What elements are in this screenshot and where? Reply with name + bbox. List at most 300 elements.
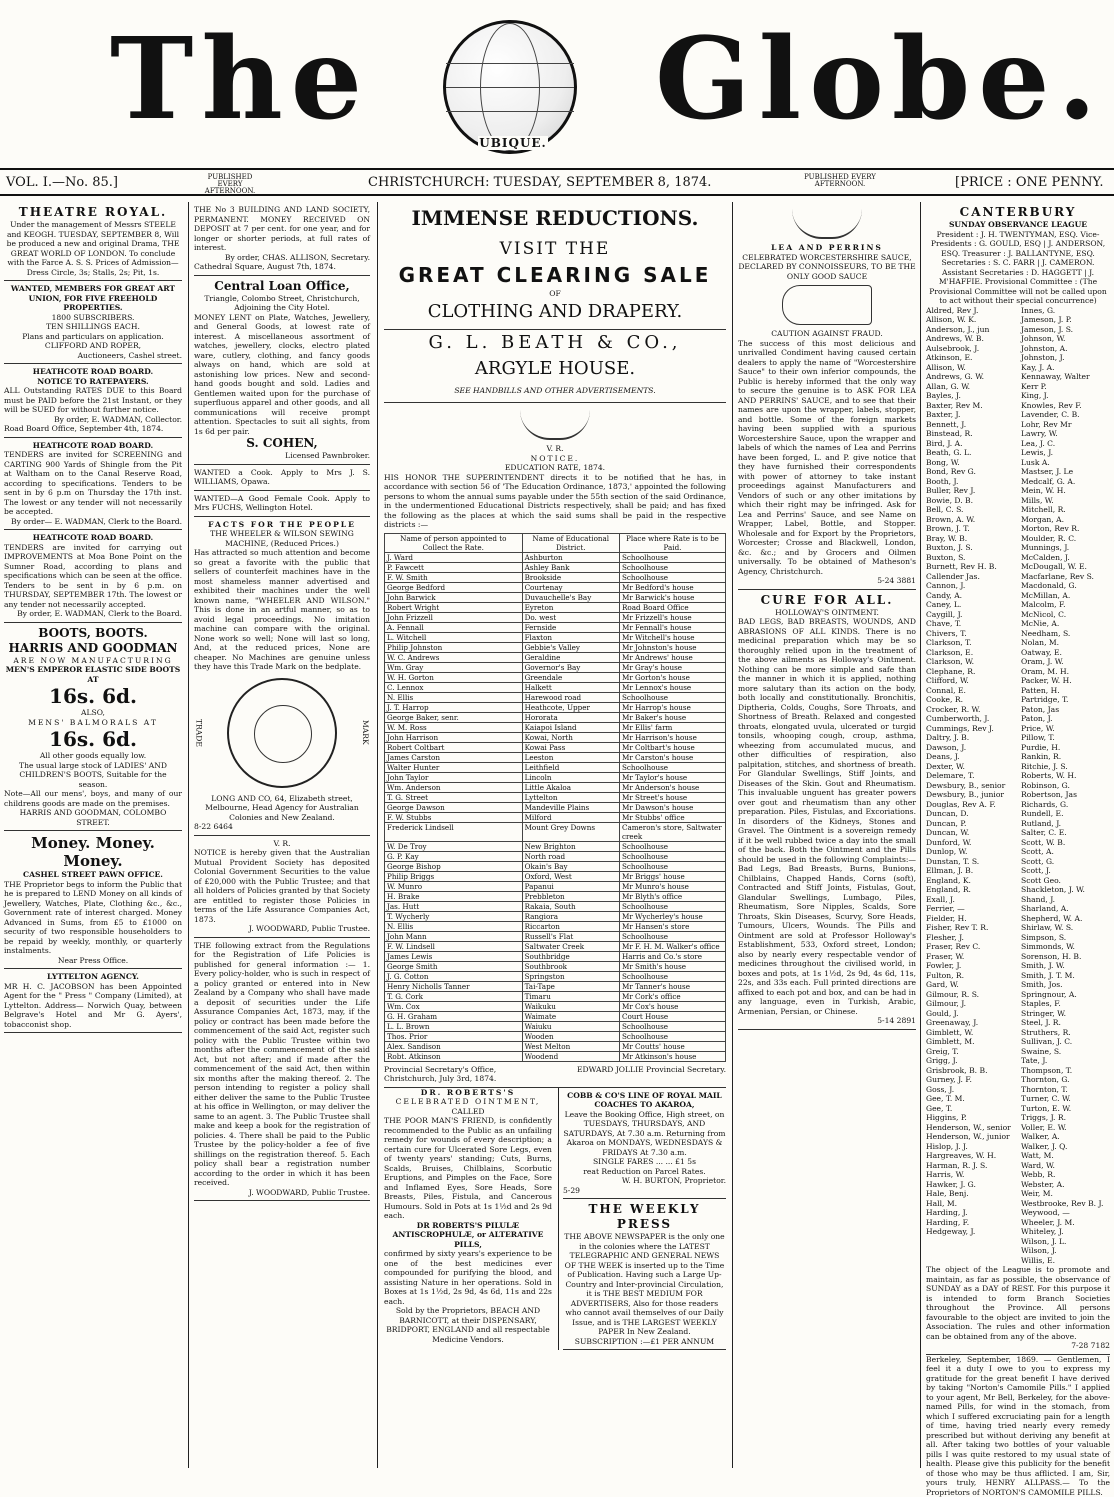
committee-name: McNie, A. xyxy=(1021,619,1110,629)
table-row xyxy=(385,951,726,961)
committee-name: Patten, H. xyxy=(1021,686,1110,696)
committee-name: Needham, S. xyxy=(1021,629,1110,639)
table-row xyxy=(385,602,726,612)
ad-body: confirmed by sixty years's experience to be one of the best medicines ever compounded for purifying the blood, and assisting Nature in her operations. Sold in Boxes at 1s 1½d, 2s 9d, 4s 6d, 11s and 22s each. xyxy=(384,1249,552,1306)
ad-title: CURE FOR ALL. xyxy=(738,593,916,608)
clearing-sale-ad xyxy=(384,202,726,403)
table-cell: W. De Troy xyxy=(385,841,523,851)
table-row xyxy=(385,921,726,931)
committee-name: Callender Jas. xyxy=(926,572,1015,582)
table-cell: Flaxton xyxy=(522,632,619,642)
masthead-motto: UBIQUE. xyxy=(478,136,548,150)
ad-body: Leave the Booking Office, High street, on TUESDAYS, THURSDAYS, AND SATURDAYS, At 7.30 a.m. Returning from Akaroa on MONDAYS, WEDNESDAYS & FRIDAYS At 7.30 a.m. xyxy=(563,1110,726,1158)
committee-name: Shirlaw, W. S. xyxy=(1021,923,1110,933)
table-cell: Waiuku xyxy=(522,1021,619,1031)
table-cell: Schoolhouse xyxy=(619,851,725,861)
table-cell: George Baker, senr. xyxy=(385,712,523,722)
ad-body: Has attracted so much attention and become so great a favorite with the public that sellers of counterfeit machines have in the most shameless manner advertised and exhibited their machines under the well known name, "WHEELER AND WILSON." This is done in an artful manner, so as to avoid legal proceedings. No imitation machine can compare with the original. None work so well; None will last so long, And, at the reduced prices, None are cheaper. No Machines are genuine unless they have this Trade Mark on the bedplate. xyxy=(194,548,370,672)
committee-name: Bayles, J. xyxy=(926,391,1015,401)
committee-name: Tate, J. xyxy=(1021,1056,1110,1066)
table-row xyxy=(385,881,726,891)
lea-perrins-ad xyxy=(738,202,916,590)
table-cell: Southbridge xyxy=(522,951,619,961)
committee-name: Scott, W. B. xyxy=(1021,838,1110,848)
ad-number: 5-24 3881 xyxy=(738,576,916,586)
committee-name: Connal, E. xyxy=(926,686,1015,696)
committee-name: Buxton, J. S. xyxy=(926,543,1015,553)
volume-number: VOL. I.—No. 85.] xyxy=(6,175,118,190)
table-row xyxy=(385,891,726,901)
committee-name: Walker, J. Q. xyxy=(1021,1142,1110,1152)
committee-name: Turner, C. W. xyxy=(1021,1094,1110,1104)
committee-name: Mills, W. xyxy=(1021,496,1110,506)
notice-sign: EDWARD JOLLIE Provincial Secretary. xyxy=(562,1065,726,1084)
committee-name: Cumberworth, J. xyxy=(926,714,1015,724)
table-cell: G. H. Graham xyxy=(385,1011,523,1021)
table-cell: Schoolhouse xyxy=(619,552,725,562)
boots-line: All other goods equally low. xyxy=(4,751,182,761)
committee-name: Gurney, J. F. xyxy=(926,1075,1015,1085)
table-cell: Road Board Office xyxy=(619,602,725,612)
table-cell: Eyreton xyxy=(522,602,619,612)
committee-name: Allan, G. W. xyxy=(926,382,1015,392)
committee-name: Booth, J. xyxy=(926,477,1015,487)
committee-name: Harris, W. xyxy=(926,1170,1015,1180)
committee-name: Atkinson, E. xyxy=(926,353,1015,363)
ad-sign: W. H. BURTON, Proprietor. xyxy=(563,1176,726,1186)
table-row xyxy=(385,812,726,822)
committee-name: Deans, J. xyxy=(926,752,1015,762)
ad-body: The success of this most delicious and unrivalled Condiment having caused certain dealers to apply the name of "Worcestershire Sauce" to their own inferior compounds, the Public is hereby informed that the only way to secure the genuine is to ASK FOR LEA AND PERRINS' SAUCE, and to see that their names are upon the wrapper, labels, stopper, and bottle. Some of the foreign markets having been supplied with a spurious Worcestershire Sauce, upon the wrapper and labels of which the names of Lea and Perrins have been forged, L. and P. give notice that they have furnished their correspondents with power of attorney to take instant proceedings against Manufacturers and Vendors of such or any other imitations by which their right may be infringed. Ask for Lea and Perrins' Sauce, and see Name on Wrapper, Label, Bottle, and Stopper. Wholesale and for Export by the Proprietors, Worcester; Crosse and Blackwell, London, &c. &c.; and by Grocers and Oilmen universally. To be obtained of Matheson's Agency, Christchurch. xyxy=(738,339,916,577)
committee-name: Bird, J. A. xyxy=(926,439,1015,449)
ad-subtitle: Triangle, Colombo Street, Christchurch, Adjoining the City Hotel. xyxy=(194,294,370,313)
table-cell: W. Munro xyxy=(385,881,523,891)
ad-title: LEA AND PERRINS xyxy=(738,243,916,253)
table-cell: Prebbleton xyxy=(522,891,619,901)
table-cell: Mr Blyth's office xyxy=(619,891,725,901)
committee-name: Gimblett, M. xyxy=(926,1037,1015,1047)
ad-body: THE POOR MAN'S FRIEND, is confidently recommended to the Public as an unfailing remedy for wounds of every description; a certain cure for Ulcerated Sore Legs, even of twenty years' standing; Cuts, Burns, Scalds, Bruises, Chilblains, Scorbutic Eruptions, and Pimples on the Face, Sore and Inflamed Eyes, Sore Heads, Sore Breasts, Piles, Fistula, and Cancerous Humours. Sold in Pots at 1s 1½d and 2s 9d each. xyxy=(384,1116,552,1221)
table-cell: Philip Johnston xyxy=(385,642,523,652)
committee-name: Thompson, T. xyxy=(1021,1066,1110,1076)
table-row xyxy=(385,752,726,762)
table-row xyxy=(385,911,726,921)
committee-name: Fisher, Rev T. R. xyxy=(926,923,1015,933)
table-cell: Mr Atkinson's house xyxy=(619,1051,725,1061)
ad-title: COBB & CO'S LINE OF ROYAL MAIL COACHES TO AKAROA, xyxy=(563,1091,726,1110)
ad-subtitle: SUNDAY OBSERVANCE LEAGUE xyxy=(926,220,1110,230)
committee-name: Shand, J. xyxy=(1021,895,1110,905)
table-cell: Mr Taylor's house xyxy=(619,772,725,782)
table-cell: George Bishop xyxy=(385,861,523,871)
committee-name: Pillow, T. xyxy=(1021,733,1110,743)
committee-name: Rundell, E. xyxy=(1021,809,1110,819)
table-cell: Philip Briggs xyxy=(385,871,523,881)
notice-foot: Road Board Office, September 4th, 1874. xyxy=(4,424,182,434)
committee-name: Jameson, J. P. xyxy=(1021,315,1110,325)
committee-name: Henderson, W., junior xyxy=(926,1132,1015,1142)
table-cell: Schoolhouse xyxy=(619,971,725,981)
table-cell: Schoolhouse xyxy=(619,1021,725,1031)
committee-name: Kennaway, Walter xyxy=(1021,372,1110,382)
table-cell: Timaru xyxy=(522,991,619,1001)
table-cell: North road xyxy=(522,851,619,861)
camomile-pills-letter: Berkeley, September, 1869. — Gentlemen, I feel it a duty I owe to you to express my gratitude for the great benefit I have derived by taking "Norton's Camomile Pills." I applied to your agent, Mr Bell, Berkeley, for the above-named Pills, for wind in the stomach, from which I suffered excruciating pain for a length of time, having tried nearly every remedy prescribed but without deriving any benefit at all. After taking two bottles of your valuable pills I was quite restored to my usual state of health. Please give this publicity for the benefit of those who may be thus afflicted. I am, Sir, yours truly, HENRY ALLPASS.— To the Proprietors of NORTON'S CAMOMILE PILLS. xyxy=(926,1355,1110,1497)
committee-name: Paton, J. xyxy=(1021,714,1110,724)
committee-name: Greenaway, J. xyxy=(926,1018,1015,1028)
table-cell: W. C. Andrews xyxy=(385,652,523,662)
committee-name: Moulder, R. C. xyxy=(1021,534,1110,544)
notice-sign: By order— E. WADMAN, Clerk to the Board. xyxy=(4,517,182,527)
committee-name: Lawry, W. xyxy=(1021,429,1110,439)
committee-name: Anderson, J., jun xyxy=(926,325,1015,335)
boots-line: ALSO, xyxy=(4,708,182,718)
notice-title: HEATHCOTE ROAD BOARD. xyxy=(4,441,182,451)
committee-name: Walker, A. xyxy=(1021,1132,1110,1142)
table-cell: Mr Witchell's house xyxy=(619,632,725,642)
table-cell: Leeston xyxy=(522,752,619,762)
table-cell: Leithfield xyxy=(522,762,619,772)
ad-body: THE ABOVE NEWSPAPER is the only one in the colonies where the LATEST TELEGRAPHIC AND GENERAL NEWS OF THE WEEK is inserted up to the Time of Publication. Having such a Large Up-Country and Inter-provincial Circulation, it is THE BEST MEDIUM FOR ADVERTISERS, Also for those readers who cannot avail themselves of our Daily Issue, and is THE LARGEST WEEKLY PAPER In New Zealand. xyxy=(563,1232,726,1337)
committee-name: Allison, W. xyxy=(926,363,1015,373)
committee-name: Fowler, J. xyxy=(926,961,1015,971)
table-cell: H. Brake xyxy=(385,891,523,901)
committee-name: Dewsbury, B., junior xyxy=(926,790,1015,800)
table-cell: Mount Grey Downs xyxy=(522,822,619,841)
table-cell: Mr Smith's house xyxy=(619,961,725,971)
committee-name: Lohr, Rev Mr xyxy=(1021,420,1110,430)
table-row xyxy=(385,1021,726,1031)
committee-name: Mein, W. H. xyxy=(1021,486,1110,496)
committee-name: Hawker, J. G. xyxy=(926,1180,1015,1190)
table-cell: Mr Bedford's house xyxy=(619,582,725,592)
committee-name: Grigg, J. xyxy=(926,1056,1015,1066)
committee-name: Simpson, S. xyxy=(1021,933,1110,943)
committee-name: Wheeler, J. M. xyxy=(1021,1218,1110,1228)
committee-name: Morton, Rev R. xyxy=(1021,524,1110,534)
committee-name: Dawson, J. xyxy=(926,743,1015,753)
table-cell: Mr Gray's house xyxy=(619,662,725,672)
money-subtitle: CASHEL STREET PAWN OFFICE. xyxy=(4,870,182,880)
table-row xyxy=(385,622,726,632)
table-cell: Southbrook xyxy=(522,961,619,971)
committee-name: Chivers, T. xyxy=(926,629,1015,639)
ad-subtitle: CELEBRATED WORCESTERSHIRE SAUCE, DECLARED BY CONNOISSEURS, TO BE THE ONLY GOOD SAUCE xyxy=(738,253,916,282)
table-cell: Henry Nicholls Tanner xyxy=(385,981,523,991)
cook-wanted-ad: WANTED a Cook. Apply to Mrs J. S. WILLIAMS, Opawa. xyxy=(194,465,370,491)
sale-firm: G. L. BEATH & CO., xyxy=(384,329,726,356)
committee-name: Smith, J. W. xyxy=(1021,961,1110,971)
committee-name: Watt, M. xyxy=(1021,1151,1110,1161)
table-cell: Wm. Gray xyxy=(385,662,523,672)
committee-name: Price, W. xyxy=(1021,724,1110,734)
table-row xyxy=(385,612,726,622)
notice-title: NOTICE. xyxy=(384,454,726,464)
table-cell: Mr Lennox's house xyxy=(619,682,725,692)
committee-name: Baxter, Rev M. xyxy=(926,401,1015,411)
table-cell: Mr Fennall's house xyxy=(619,622,725,632)
ad-number: 5-29 xyxy=(563,1186,726,1196)
committee-name: Dunford, W. xyxy=(926,838,1015,848)
table-cell: Mr Andrews' house xyxy=(619,652,725,662)
table-cell: Wm. Cox xyxy=(385,1001,523,1011)
table-cell: Hororata xyxy=(522,712,619,722)
committee-name: Morgan, A. xyxy=(1021,515,1110,525)
table-cell: John Taylor xyxy=(385,772,523,782)
table-cell: Thos. Prior xyxy=(385,1031,523,1041)
committee-name: Rutland, J. xyxy=(1021,819,1110,829)
committee-name: Staples, F. xyxy=(1021,999,1110,1009)
table-cell: P. Fawcett xyxy=(385,562,523,572)
committee-name: Lewis, J. xyxy=(1021,448,1110,458)
committee-name: Hall, M. xyxy=(926,1199,1015,1209)
table-cell: Courtenay xyxy=(522,582,619,592)
art-union-title: WANTED, MEMBERS FOR GREAT ART UNION, FOR FIVE FREEHOLD PROPERTIES. xyxy=(4,284,182,313)
committee-name: Cooke, R. xyxy=(926,695,1015,705)
published-note-right: PUBLISHED EVERY AFTERNOON. xyxy=(800,174,880,188)
committee-name: Sorenson, H. B. xyxy=(1021,952,1110,962)
boots-line: The usual large stock of LADIES' AND CHILDREN'S BOOTS, Suitable for the season. xyxy=(4,761,182,790)
amp-society-notice xyxy=(194,836,370,938)
table-cell: F. W. Smith xyxy=(385,572,523,582)
place-date: CHRISTCHURCH: TUESDAY, SEPTEMBER 8, 1874. xyxy=(368,175,711,190)
notice-body: TENDERS are invited for SCREENING and CARTING 900 Yards of Shingle from the Pit at Waltham on to the Canal Reserve Road, according to specifications. Tenders to be sent in by 6 p.m on Thursday the 17th inst. The lowest or any tender will not necessarily be accepted. xyxy=(4,450,182,517)
notice-subtitle: NOTICE TO RATEPAYERS. xyxy=(4,377,182,387)
boots-line: MENS' BALMORALS AT xyxy=(4,718,182,728)
committee-name: Kerr P. xyxy=(1021,382,1110,392)
committee-name: Clarkson, E. xyxy=(926,648,1015,658)
table-cell: George Smith xyxy=(385,961,523,971)
table-cell: Mr Coutts' house xyxy=(619,1041,725,1051)
table-row xyxy=(385,762,726,772)
committee-name: Dunstan, T. S. xyxy=(926,857,1015,867)
table-row xyxy=(385,971,726,981)
committee-name: Fraser, Rev C. xyxy=(926,942,1015,952)
sauce-bottle-icon xyxy=(782,285,872,325)
table-row xyxy=(385,552,726,562)
table-cell: Court House xyxy=(619,1011,725,1021)
committee-name: McNicol, C. xyxy=(1021,610,1110,620)
table-cell: Fernside xyxy=(522,622,619,632)
notice-title: HEATHCOTE ROAD BOARD. xyxy=(4,533,182,543)
boots-line: HARRIS AND GOODMAN, COLOMBO STREET. xyxy=(4,808,182,827)
money-sign: Near Press Office. xyxy=(4,956,182,966)
table-cell: Mr Coltbart's house xyxy=(619,742,725,752)
lyttelton-title: LYTTELTON AGENCY. xyxy=(4,972,182,982)
table-row xyxy=(385,582,726,592)
table-cell: Greendale xyxy=(522,672,619,682)
heathcote-notice-3 xyxy=(4,530,182,623)
art-union-line: Plans and particulars on application. xyxy=(4,332,182,342)
table-cell: Schoolhouse xyxy=(619,562,725,572)
committee-name: Shackleton, J. W. xyxy=(1021,885,1110,895)
committee-name: Goss, J. xyxy=(926,1085,1015,1095)
committee-name: Stringer, W. xyxy=(1021,1009,1110,1019)
committee-name: Aulsebrook, J. xyxy=(926,344,1015,354)
committee-name: Salter, C. E. xyxy=(1021,828,1110,838)
committee-name: Partridge, T. xyxy=(1021,695,1110,705)
committee-name: Andrews, G. W. xyxy=(926,372,1015,382)
committee-name: Knowles, Rev F. xyxy=(1021,401,1110,411)
committee-name: Sullivan, J. C. xyxy=(1021,1037,1110,1047)
table-cell: John Barwick xyxy=(385,592,523,602)
table-row xyxy=(385,642,726,652)
committee-name: Steel, J. R. xyxy=(1021,1018,1110,1028)
committee-name: Shepherd, W. A. xyxy=(1021,914,1110,924)
committee-name: Gee, T. M. xyxy=(926,1094,1015,1104)
committee-name: Caygill, J. xyxy=(926,610,1015,620)
table-cell: Schoolhouse xyxy=(619,931,725,941)
collectors-table xyxy=(384,533,726,1062)
table-cell: Mr Harrison's house xyxy=(619,732,725,742)
committee-name: Duncan, P. xyxy=(926,819,1015,829)
education-rate-notice xyxy=(384,403,726,1088)
committee-name: Springnour, A. xyxy=(1021,990,1110,1000)
table-cell: Do. west xyxy=(522,612,619,622)
table-cell: Schoolhouse xyxy=(619,841,725,851)
committee-name: Allison, W. K. xyxy=(926,315,1015,325)
sale-note: SEE HANDBILLS AND OTHER ADVERTISEMENTS. xyxy=(384,386,726,396)
money-title: Money. Money. Money. xyxy=(4,834,182,870)
committee-name: Clarkson, W. xyxy=(926,657,1015,667)
theatre-body: Under the management of Messrs STEELE and KEOGH. TUESDAY, SEPTEMBER 8, Will be produced a new and original Drama, THE GREAT WORLD OF LONDON. To conclude with the Farce A. S. S. Prices of Admission—Dress Circle, 3s; Stalls, 2s; Pit, 1s. xyxy=(4,220,182,277)
committee-name: Crocker, R. W. xyxy=(926,705,1015,715)
table-row xyxy=(385,782,726,792)
committee-name: Dunlop, W. xyxy=(926,847,1015,857)
table-row xyxy=(385,1001,726,1011)
committee-name: Clarkson, T. xyxy=(926,638,1015,648)
table-cell: George Bedford xyxy=(385,582,523,592)
committee-name: Johnson, W. xyxy=(1021,334,1110,344)
committee-name: Brown, J. T. xyxy=(926,524,1015,534)
table-cell: John Mann xyxy=(385,931,523,941)
committee-name: Mitchell, R. xyxy=(1021,505,1110,515)
committee-name: Caney, L. xyxy=(926,600,1015,610)
committee-name: Malcolm, F. xyxy=(1021,600,1110,610)
boots-line: MEN'S EMPEROR ELASTIC SIDE BOOTS AT xyxy=(4,665,182,684)
committee-name: Voller, E. W. xyxy=(1021,1123,1110,1133)
ad-title: DR. ROBERTS'S xyxy=(384,1088,552,1098)
table-cell: Waikuku xyxy=(522,1001,619,1011)
committee-name: Higgins, P. xyxy=(926,1113,1015,1123)
regulations-notice xyxy=(194,938,370,1202)
column-1 xyxy=(0,202,186,1468)
committee-name: Fulton, R. xyxy=(926,971,1015,981)
table-cell: Mr Harrop's house xyxy=(619,702,725,712)
table-cell: Schoolhouse xyxy=(619,762,725,772)
notice-body: ALL Outstanding RATES DUE to this Board must be PAID before the 21st Instant, or they will be SUED for without further notice. xyxy=(4,386,182,415)
table-cell: J. T. Harrop xyxy=(385,702,523,712)
ad-sign: LONG AND CO, 64, Elizabeth street, Melbourne, Head Agency for Australian Colonies and New Zealand. xyxy=(194,794,370,823)
committee-name: Fraser, W. xyxy=(926,952,1015,962)
table-cell: Mr Hansen's store xyxy=(619,921,725,931)
table-cell: Mr Ellis' farm xyxy=(619,722,725,732)
masthead-title-right: Globe. xyxy=(655,20,1104,140)
ad-officers: President : J. H. TWENTYMAN, ESQ. Vice-Presidents : G. GOULD, ESQ | J. ANDERSON, ESQ. Treasurer : J. BALLANTYNE, ESQ. Secretaries : S. C. FARR | J. CAMERON. Assistant Secretaries : D. HAGGETT | J. M'HAFFIE. Provisional Committee : (The Provisional Committee will not be called upon to act without their special concurrence) xyxy=(926,230,1110,306)
committee-name: Gimblett, W. xyxy=(926,1028,1015,1038)
committee-name: Nolan, M. xyxy=(1021,638,1110,648)
table-cell: Saltwater Creek xyxy=(522,941,619,951)
committee-name: Macfarlane, Rev S. xyxy=(1021,572,1110,582)
boots-price: 16s. 6d. xyxy=(4,684,182,708)
notice-title: HEATHCOTE ROAD BOARD. xyxy=(4,367,182,377)
table-cell: Mr Stubbs' office xyxy=(619,812,725,822)
committee-name: Purdie, H. xyxy=(1021,743,1110,753)
table-cell: Harris and Co.'s store xyxy=(619,951,725,961)
committee-name: Scott, J. xyxy=(1021,866,1110,876)
ad-title: CANTERBURY xyxy=(926,205,1110,220)
column-5 xyxy=(734,202,920,1468)
committee-name: Douglas, Rev A. F. xyxy=(926,800,1015,810)
committee-name: Sharland, A. xyxy=(1021,904,1110,914)
committee-name: Aldred, Rev J. xyxy=(926,306,1015,316)
table-cell: Jas. Hutt xyxy=(385,901,523,911)
table-cell: Harewood road xyxy=(522,692,619,702)
column-2 xyxy=(190,202,374,1468)
committee-name: Macdonald, G. xyxy=(1021,581,1110,591)
table-cell: Okain's Bay xyxy=(522,861,619,871)
lea-perrins-crest-icon xyxy=(792,209,862,239)
masthead xyxy=(0,0,1114,168)
globe-icon xyxy=(443,20,577,154)
notice-sign: J. WOODWARD, Public Trustee. xyxy=(194,1188,370,1198)
table-row xyxy=(385,1051,726,1061)
building-society-ad xyxy=(194,202,370,276)
ad-line: CALLED xyxy=(384,1107,552,1117)
committee-names xyxy=(926,306,1110,1266)
table-cell: John Harrison xyxy=(385,732,523,742)
table-header: Name of Educational District. xyxy=(522,533,619,552)
table-cell: J. Ward xyxy=(385,552,523,562)
table-cell: Waimate xyxy=(522,1011,619,1021)
table-cell: Mr Wycherley's house xyxy=(619,911,725,921)
table-cell: Wooden xyxy=(522,1031,619,1041)
committee-name: Robinson, G. xyxy=(1021,781,1110,791)
committee-name: Harding, J. xyxy=(926,1208,1015,1218)
table-row xyxy=(385,632,726,642)
notice-sign: By order, E. WADMAN, Collector. xyxy=(4,415,182,425)
ad-title: FACTS FOR THE PEOPLE xyxy=(194,520,370,530)
table-row xyxy=(385,822,726,841)
ad-caution: CAUTION AGAINST FRAUD. xyxy=(738,329,916,339)
art-union-line: CLIFFORD AND ROPER, xyxy=(4,341,182,351)
table-cell: Mr Cox's house xyxy=(619,1001,725,1011)
committee-name: Scott Geo. xyxy=(1021,876,1110,886)
committee-name: Struthers, R. xyxy=(1021,1028,1110,1038)
table-cell: Little Akaloa xyxy=(522,782,619,792)
committee-name: Westbrooke, Rev B. J. xyxy=(1021,1199,1110,1209)
committee-name: Flesher, J. xyxy=(926,933,1015,943)
table-cell: Governor's Bay xyxy=(522,662,619,672)
committee-name: Wilson, J. xyxy=(1021,1246,1110,1256)
table-row xyxy=(385,941,726,951)
table-cell: Halkett xyxy=(522,682,619,692)
table-cell: Kowai Pass xyxy=(522,742,619,752)
heathcote-notice-2 xyxy=(4,438,182,531)
table-cell: Mr Gorton's house xyxy=(619,672,725,682)
table-cell: Ashburton xyxy=(522,552,619,562)
art-union-line: TEN SHILLINGS EACH. xyxy=(4,322,182,332)
column-6 xyxy=(922,202,1114,1468)
table-cell: Milford xyxy=(522,812,619,822)
table-cell: John Frizzell xyxy=(385,612,523,622)
royal-crest-icon xyxy=(520,410,590,440)
notice-body: NOTICE is hereby given that the Australian Mutual Provident Society has deposited Colonial Government Securities to the value of £20,000 with the Public Trustee; and that all holders of Policies granted by that Society are entitled to register those Policies in terms of the Life Assurance Companies Act, 1873. xyxy=(194,848,370,924)
committee-name: Innes, G. xyxy=(1021,306,1110,316)
table-row xyxy=(385,802,726,812)
committee-name: Ritchie, J. S. xyxy=(1021,762,1110,772)
committee-name: Webb, R. xyxy=(1021,1170,1110,1180)
